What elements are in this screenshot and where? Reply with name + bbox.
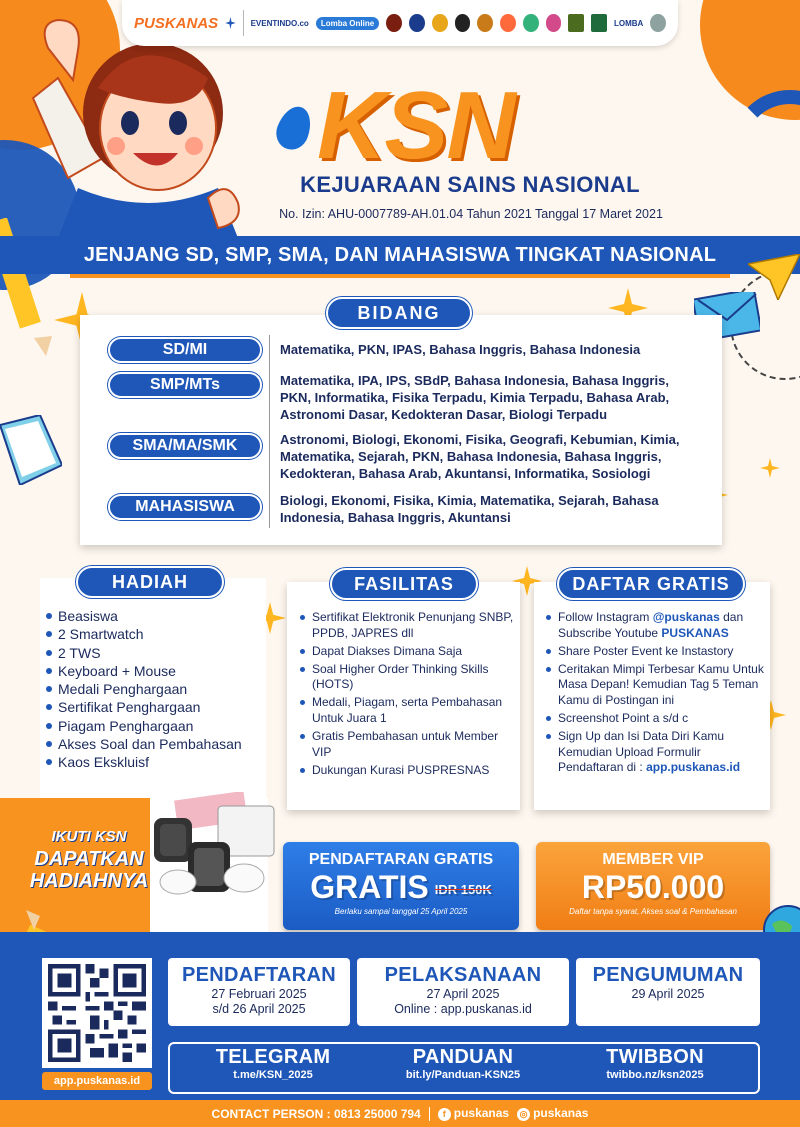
pengumuman-box bbox=[576, 958, 760, 1026]
permit-number: No. Izin: AHU-0007789-AH.01.04 Tahun 2021 Tanggal 17 Maret 2021 bbox=[279, 207, 663, 221]
ksn-logo: KSN bbox=[317, 72, 514, 179]
facebook-icon: f bbox=[438, 1108, 451, 1121]
free-registration-box[interactable] bbox=[283, 842, 519, 930]
twibbon-link[interactable] bbox=[560, 1046, 750, 1081]
level-badge-sma: SMA/MA/SMK bbox=[108, 433, 262, 459]
list-item: 2 Smartwatch bbox=[46, 625, 266, 643]
list-item: Medali, Piagam, serta Pembahasan Untuk Juara 1 bbox=[300, 695, 514, 726]
registration-link[interactable]: app.puskanas.id bbox=[646, 760, 741, 775]
sponsor-logo bbox=[409, 14, 425, 32]
instagram-link[interactable]: ◎ puskanas bbox=[517, 1106, 588, 1121]
qr-code-icon bbox=[48, 964, 146, 1062]
vip-price: RP50.000 bbox=[581, 869, 725, 905]
pelaksanaan-box bbox=[357, 958, 569, 1026]
bidang-title: BIDANG bbox=[326, 297, 472, 329]
subjects-mahasiswa: Biologi, Ekonomi, Fisika, Kimia, Matematika, Sejarah, Bahasa Indonesia, Bahasa Inggris, Akuntansi bbox=[280, 493, 659, 525]
sponsor-eventindo-logo: EVENTINDO.co bbox=[250, 18, 309, 28]
event-title: KEJUARAAN SAINS NASIONAL bbox=[300, 172, 640, 197]
promo-text bbox=[14, 826, 164, 892]
sponsor-logo bbox=[568, 14, 584, 32]
pengumuman-date: 29 April 2025 bbox=[631, 987, 705, 1001]
level-badge-mahasiswa: MAHASISWA bbox=[108, 494, 262, 520]
list-item: Screenshot Point a s/d c bbox=[546, 711, 766, 727]
panduan-link[interactable] bbox=[368, 1046, 558, 1081]
list-item: Sign Up dan Isi Data Diri Kamu Kemudian Upload Formulir Pendaftaran di : app.puskanas.id bbox=[546, 729, 766, 776]
member-vip-box[interactable] bbox=[536, 842, 770, 930]
list-item: 2 TWS bbox=[46, 644, 266, 662]
panduan-heading: PANDUAN bbox=[412, 1046, 514, 1068]
list-item: Dapat Diakses Dimana Saja bbox=[300, 644, 514, 660]
facebook-link[interactable]: f puskanas bbox=[438, 1106, 509, 1121]
instagram-handle[interactable]: @puskanas bbox=[652, 610, 720, 624]
promo-line2: DAPATKAN bbox=[34, 848, 144, 870]
pendaftaran-date-start: 27 Februari 2025 bbox=[211, 987, 307, 1001]
list-item: Kaos Ekskluisf bbox=[46, 753, 266, 771]
youtube-channel[interactable]: PUSKANAS bbox=[661, 625, 729, 640]
promo-line3: HADIAHNYA bbox=[29, 870, 149, 892]
sparkle-icon bbox=[760, 458, 780, 478]
level-badge-smp: SMP/MTs bbox=[108, 372, 262, 398]
sponsor-logo bbox=[386, 14, 402, 32]
mascot-illustration bbox=[18, 18, 248, 238]
qr-code[interactable] bbox=[42, 958, 152, 1068]
divider bbox=[243, 10, 244, 36]
list-item: Follow Instagram @puskanas dan Subscribe Youtube PUSKANAS bbox=[546, 610, 766, 641]
divider bbox=[269, 335, 270, 528]
fasilitas-list bbox=[300, 610, 514, 781]
prizes-illustration bbox=[148, 792, 276, 904]
levels-banner: JENJANG SD, SMP, SMA, DAN MAHASISWA TINGKAT NASIONAL bbox=[0, 236, 800, 274]
list-item: Gratis Pembahasan untuk Member VIP bbox=[300, 729, 514, 760]
sponsor-logo bbox=[546, 14, 562, 32]
star-icon bbox=[225, 17, 236, 29]
twibbon-heading: TWIBBON bbox=[606, 1046, 704, 1068]
vip-note: Daftar tanpa syarat, Akses soal & Pembahasan bbox=[569, 907, 737, 916]
telegram-url[interactable]: t.me/KSN_2025 bbox=[233, 1069, 313, 1081]
sponsor-logo bbox=[500, 14, 516, 32]
sponsor-logo bbox=[455, 14, 471, 32]
subjects-smp: Matematika, IPA, IPS, SBdP, Bahasa Indonesia, Bahasa Inggris, PKN, Informatika, Fisika Terpadu, Kimia Terpadu, Bahasa Arab, Astronomi Dasar, Kedokteran Dasar, Biologi Terpadu bbox=[280, 373, 670, 422]
free-registration-heading: PENDAFTARAN GRATIS bbox=[308, 851, 494, 868]
pelaksanaan-location: Online : app.puskanas.id bbox=[394, 1002, 532, 1016]
contact-bar bbox=[0, 1100, 800, 1127]
telegram-heading: TELEGRAM bbox=[215, 1046, 331, 1068]
sponsor-bar bbox=[122, 0, 678, 46]
subjects-sd: Matematika, PKN, IPAS, Bahasa Inggris, Bahasa Indonesia bbox=[280, 342, 641, 357]
decor-blue-arc-top-right bbox=[730, 90, 800, 210]
book-icon bbox=[0, 415, 62, 485]
pengumuman-heading: PENGUMUMAN bbox=[592, 964, 744, 986]
list-item: Share Poster Event ke Instastory bbox=[546, 644, 766, 660]
list-item: Piagam Penghargaan bbox=[46, 717, 266, 735]
pendaftaran-date-end: s/d 26 April 2025 bbox=[212, 1002, 306, 1016]
sponsor-lomba-logo: LOMBA bbox=[613, 18, 644, 28]
instagram-icon: ◎ bbox=[517, 1108, 530, 1121]
hadiah-list bbox=[46, 607, 266, 772]
subjects-sma: Astronomi, Biologi, Ekonomi, Fisika, Geografi, Kebumian, Kimia, Matematika, Sejarah, PKN, Bahasa Indonesia, Bahasa Inggris, Kedokteran, Bahasa Arab, Akuntansi, Informatika, Sosiologi bbox=[280, 432, 680, 481]
hadiah-title: HADIAH bbox=[76, 566, 224, 598]
pelaksanaan-heading: PELAKSANAAN bbox=[384, 964, 542, 986]
divider bbox=[429, 1107, 430, 1121]
pelaksanaan-date: 27 April 2025 bbox=[426, 987, 500, 1001]
sponsor-logo bbox=[650, 14, 666, 32]
sponsor-lomba-online-logo: Lomba Online bbox=[316, 17, 379, 30]
puskanas-logo: PUSKANAS bbox=[134, 14, 219, 32]
free-price: GRATIS IDR 150K bbox=[310, 869, 492, 905]
twibbon-url[interactable]: twibbo.nz/ksn2025 bbox=[606, 1069, 704, 1081]
pendaftaran-heading: PENDAFTARAN bbox=[181, 964, 337, 986]
original-price: IDR 150K bbox=[434, 882, 492, 898]
list-item: Beasiswa bbox=[46, 607, 266, 625]
list-item: Akses Soal dan Pembahasan bbox=[46, 735, 266, 753]
qr-caption[interactable]: app.puskanas.id bbox=[42, 1072, 152, 1090]
telegram-link[interactable] bbox=[178, 1046, 368, 1081]
sponsor-logo bbox=[523, 14, 539, 32]
fasilitas-title: FASILITAS bbox=[330, 568, 478, 600]
list-item: Keyboard + Mouse bbox=[46, 662, 266, 680]
list-item: Ceritakan Mimpi Terbesar Kamu Untuk Masa Depan! Kemudian Tag 5 Teman Kamu di Postingan ini bbox=[546, 662, 766, 709]
contact-person[interactable]: CONTACT PERSON : 0813 25000 794 bbox=[211, 1106, 421, 1121]
sponsor-logo bbox=[432, 14, 448, 32]
list-item: Soal Higher Order Thinking Skills (HOTS) bbox=[300, 662, 514, 693]
level-badge-sd: SD/MI bbox=[108, 337, 262, 363]
free-deadline-note: Berlaku sampai tanggal 25 April 2025 bbox=[334, 907, 468, 916]
sponsor-logo bbox=[591, 14, 607, 32]
list-item: Medali Penghargaan bbox=[46, 680, 266, 698]
panduan-url[interactable]: bit.ly/Panduan-KSN25 bbox=[405, 1069, 521, 1081]
vip-heading: MEMBER VIP bbox=[602, 851, 704, 868]
daftar-title: DAFTAR GRATIS bbox=[557, 568, 745, 600]
list-item: Sertifikat Penghargaan bbox=[46, 698, 266, 716]
sponsor-logo bbox=[477, 14, 493, 32]
list-item: Sertifikat Elektronik Penunjang SNBP, PPDB, JAPRES dll bbox=[300, 610, 514, 641]
promo-line1: IKUTI KSN bbox=[51, 828, 127, 845]
list-item: Dukungan Kurasi PUSPRESNAS bbox=[300, 763, 514, 779]
daftar-list bbox=[546, 610, 766, 778]
pendaftaran-box bbox=[168, 958, 350, 1026]
